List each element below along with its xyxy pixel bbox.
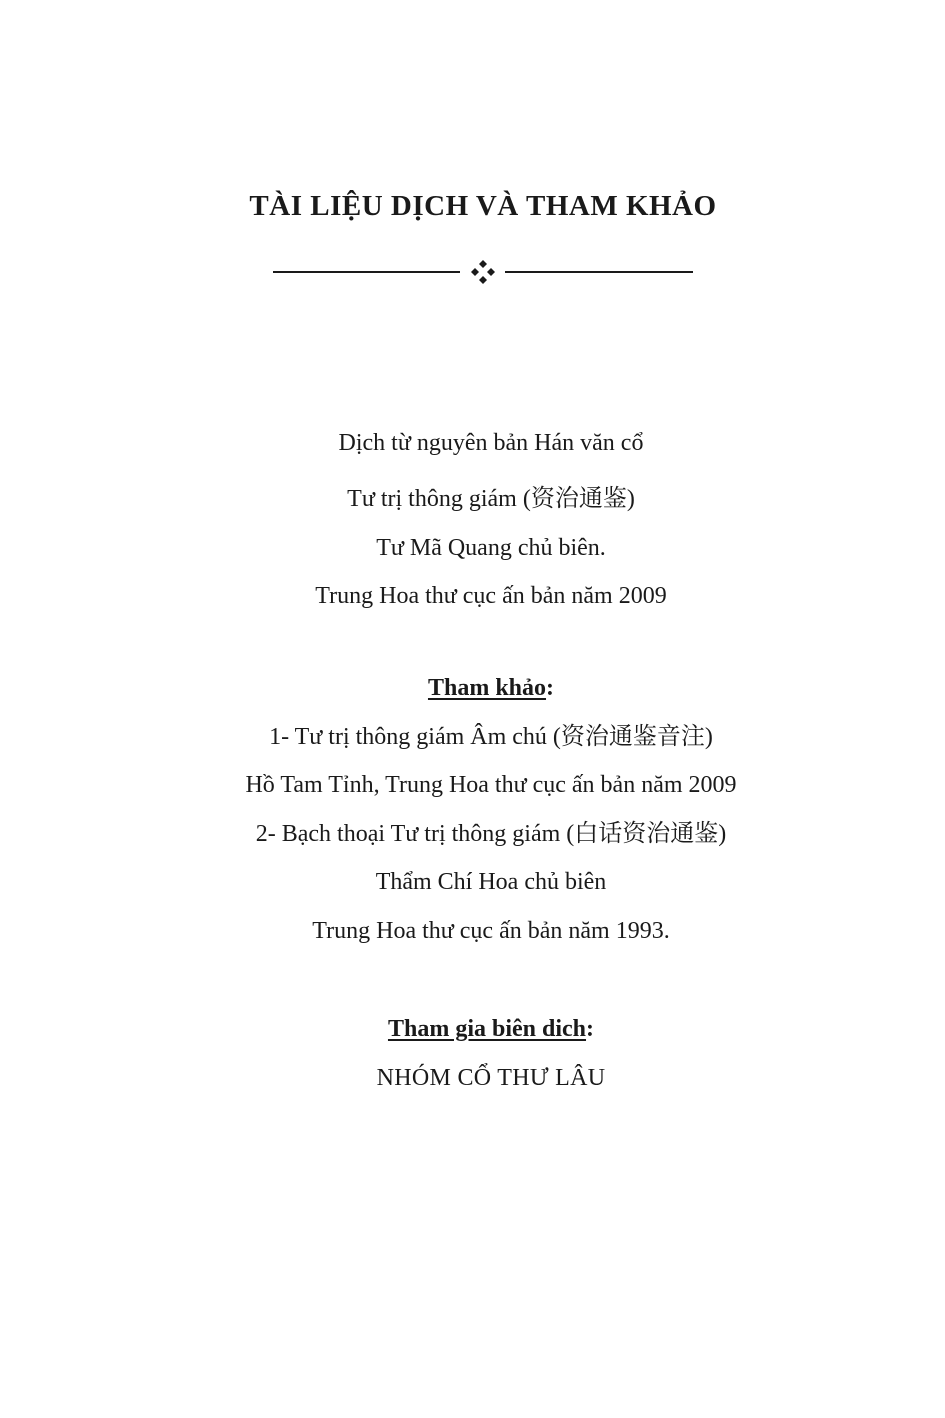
- source-line-original-text: Dịch từ nguyên bản Hán văn cổ: [338, 430, 644, 456]
- title-ornament: [273, 258, 693, 288]
- ornament-rule-right: [505, 271, 693, 273]
- reference-1-title: 1- Tư trị thông giám Âm chú (资治通鉴音注): [269, 724, 713, 750]
- references-heading-text: Tham khảo: [427, 675, 547, 701]
- reference-2-edition: Trung Hoa thư cục ấn bản năm 1993.: [312, 918, 670, 944]
- references-heading-colon: :: [546, 675, 555, 701]
- source-line-edition: Trung Hoa thư cục ấn bản năm 2009: [315, 583, 667, 609]
- translators-heading: [0, 1014, 945, 1044]
- source-line-editor: Tư Mã Quang chủ biên.: [376, 535, 606, 561]
- translator-group-name: NHÓM CỔ THƯ LÂU: [376, 1065, 606, 1091]
- four-diamond-ornament-icon: [471, 260, 495, 284]
- reference-1-author: Hồ Tam Tỉnh, Trung Hoa thư cục ấn bản năm 2009: [245, 772, 737, 798]
- page-title: TÀI LIỆU DỊCH VÀ THAM KHẢO: [249, 190, 717, 222]
- reference-2-title: 2- Bạch thoại Tư trị thông giám (白话资治通鉴): [255, 821, 727, 847]
- translators-heading-text: Tham gia biên dich: [387, 1016, 587, 1042]
- references-heading: [0, 673, 945, 703]
- source-line-book-title: Tư trị thông giám (资治通鉴): [347, 486, 635, 512]
- reference-2-editor: Thẩm Chí Hoa chủ biên: [375, 869, 607, 895]
- translators-heading-colon: :: [586, 1016, 595, 1042]
- ornament-rule-left: [273, 271, 460, 273]
